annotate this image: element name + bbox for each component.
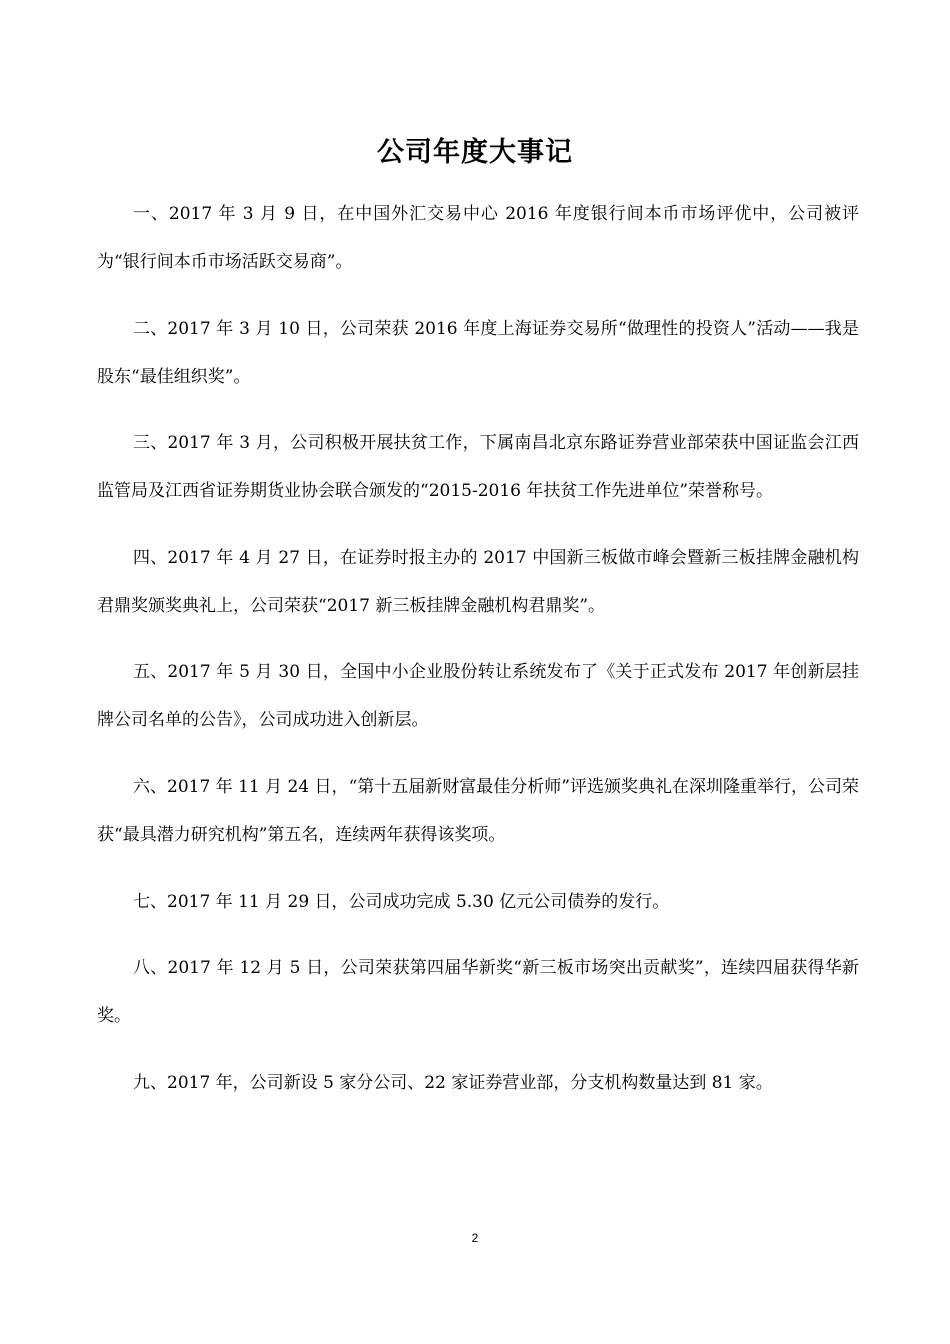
events-list bbox=[97, 190, 859, 1125]
event-paragraph-4: 四、2017 年 4 月 27 日，在证券时报主办的 2017 中国新三板做市峰会暨新三板挂牌金融机构君鼎奖颁奖典礼上，公司荣获“2017 新三板挂牌金融机构君鼎奖”。 bbox=[97, 547, 859, 616]
event-paragraph-8: 八、2017 年 12 月 5 日，公司荣获第四届华新奖“新三板市场突出贡献奖”，连续四届获得华新奖。 bbox=[97, 958, 859, 1027]
event-paragraph-2: 二、2017 年 3 月 10 日，公司荣获 2016 年度上海证券交易所“做理性的投资人”活动——我是股东“最佳组织奖”。 bbox=[97, 318, 859, 387]
event-paragraph-1: 一、2017 年 3 月 9 日，在中国外汇交易中心 2016 年度银行间本币市场评优中，公司被评为“银行间本币市场活跃交易商”。 bbox=[97, 204, 859, 272]
page-title: 公司年度大事记 bbox=[377, 137, 573, 168]
event-paragraph-3: 三、2017 年 3 月，公司积极开展扶贫工作，下属南昌北京东路证券营业部荣获中国证监会江西监管局及江西省证券期货业协会联合颁发的“2015-2016 年扶贫工作先进单位”荣誉称号。 bbox=[97, 433, 859, 502]
page-number: 2 bbox=[471, 1231, 479, 1245]
event-paragraph-9: 九、2017 年，公司新设 5 家分公司、22 家证券营业部，分支机构数量达到 81 家。 bbox=[133, 1072, 773, 1093]
event-paragraph-7: 七、2017 年 11 月 29 日，公司成功完成 5.30 亿元公司债券的发行。 bbox=[133, 891, 670, 912]
event-paragraph-5: 五、2017 年 5 月 30 日，全国中小企业股份转让系统发布了《关于正式发布 2017 年创新层挂牌公司名单的公告》，公司成功进入创新层。 bbox=[97, 662, 859, 731]
event-paragraph-6: 六、2017 年 11 月 24 日，“第十五届新财富最佳分析师”评选颁奖典礼在深圳隆重举行，公司荣获“最具潜力研究机构”第五名，连续两年获得该奖项。 bbox=[97, 776, 859, 845]
